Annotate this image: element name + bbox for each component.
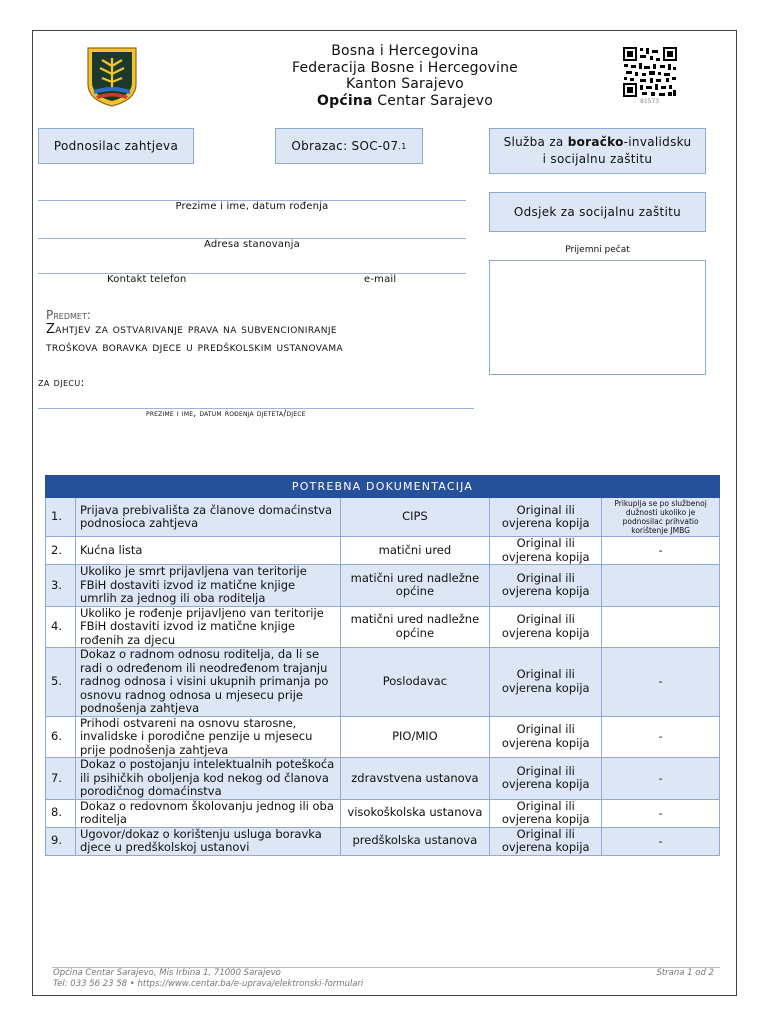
subject-text [46,321,486,357]
row-note: - [602,758,720,800]
row-form: Original ili ovjerena kopija [490,827,602,855]
row-source: PIO/MIO [340,716,490,758]
table-row [46,716,720,758]
row-note [602,606,720,648]
row-form: Original ili ovjerena kopija [490,799,602,827]
row-description: Dokaz o postojanju intelektualnih poteškoća ili psihičkih oboljenja kod nekog od članova porodičnog domaćinstva [75,758,340,800]
service-text-bold: boračko [567,135,624,149]
header-title-block [240,43,570,109]
table-row [46,799,720,827]
coat-of-arms-icon [86,46,138,108]
form-code-suffix: .1 [398,141,407,151]
row-form: Original ili ovjerena kopija [490,537,602,565]
row-note: - [602,648,720,717]
row-form: Original ili ovjerena kopija [490,758,602,800]
row-source: CIPS [340,498,490,537]
footer-address [53,968,363,990]
footer-address-line: Općina Centar Sarajevo, Mis Irbina 1, 71000 Sarajevo [53,968,281,978]
row-form: Original ili ovjerena kopija [490,716,602,758]
row-description: Dokaz o redovnom školovanju jednog ili oba roditelja [75,799,340,827]
header-country: Bosna i Hercegovina [331,43,479,59]
qr-code-number: 81573 [640,98,660,105]
row-form: Original ili ovjerena kopija [490,565,602,607]
header-federation: Federacija Bosne i Hercegovine [292,59,518,76]
service-text-a: Služba za [503,135,568,149]
header-municipality-rest: Centar Sarajevo [372,92,493,109]
stamp-label: Prijemni pečat [565,245,630,255]
department-box: Odsjek za socijalnu zaštitu [489,192,706,232]
row-note [602,565,720,607]
row-number: 3. [46,565,76,607]
row-note: Prikuplja se po službenoj dužnosti ukoliko je podnosilac prihvatio korištenje JMBG [602,498,720,537]
email-label: e-mail [364,274,397,285]
children-caption: prezime i ime, datum rođenja djeteta/djece [146,409,306,419]
phone-label: Kontakt telefon [107,274,187,285]
service-box [489,128,706,174]
row-number: 7. [46,758,76,800]
address-label: Adresa stanovanja [204,239,300,250]
table-row [46,565,720,607]
children-label: za djecu: [38,376,85,389]
row-source: matični ured nadležne općine [340,565,490,607]
footer-contact-line[interactable]: Tel: 033 56 23 58 • https://www.centar.ba/e-uprava/elektronski-formulari [53,979,364,989]
subject-line1: Zahtjev za ostvarivanje prava na subvencioniranje [46,322,337,337]
row-note: - [602,799,720,827]
subject-label: Predmet: [46,308,91,322]
row-source: visokoškolska ustanova [340,799,490,827]
table-row [46,758,720,800]
form-code: Obrazac: SOC-07 [291,139,399,153]
row-number: 5. [46,648,76,717]
row-number: 4. [46,606,76,648]
table-row [46,606,720,648]
table-row [46,648,720,717]
subject-line2: troškova boravka djece u predškolskim ustanovama [46,340,344,355]
row-source: matični ured nadležne općine [340,606,490,648]
row-description: Ugovor/dokaz o korištenju usluga boravka djece u predškolskoj ustanovi [75,827,340,855]
form-code-box [275,128,423,164]
applicant-box: Podnosilac zahtjeva [38,128,194,164]
row-description: Kućna lista [75,537,340,565]
row-source: Poslodavac [340,648,490,717]
row-form: Original ili ovjerena kopija [490,648,602,717]
row-source: matični ured [340,537,490,565]
row-number: 6. [46,716,76,758]
row-note: - [602,716,720,758]
table-row [46,537,720,565]
documentation-table [45,475,720,856]
header-municipality [240,93,570,110]
row-form: Original ili ovjerena kopija [490,498,602,537]
row-description: Prihodi ostvareni na osnovu starosne, invalidske i porodične penzije u mjesecu prije podnošenja zahtjeva [75,716,340,758]
stamp-box [489,260,706,375]
header-municipality-bold: Općina [317,92,373,109]
service-text-b: -invalidsku [623,135,692,149]
row-source: predškolska ustanova [340,827,490,855]
row-description: Prijava prebivališta za članove domaćinstva podnosioca zahtjeva [75,498,340,537]
header-canton: Kanton Sarajevo [346,76,464,92]
service-line1 [504,134,692,151]
service-line2: i socijalnu zaštitu [542,152,653,166]
row-note: - [602,537,720,565]
row-source: zdravstvena ustanova [340,758,490,800]
documentation-table-header: POTREBNA DOKUMENTACIJA [46,476,720,498]
row-number: 9. [46,827,76,855]
row-note: - [602,827,720,855]
table-row [46,498,720,537]
row-number: 2. [46,537,76,565]
row-description: Ukoliko je rođenje prijavljeno van teritorije FBiH dostaviti izvod iz matične knjige rođenih za djecu [75,606,340,648]
row-description: Ukoliko je smrt prijavljena van teritorije FBiH dostaviti izvod iz matične knjige umrlih za jednog ili oba roditelja [75,565,340,607]
row-number: 8. [46,799,76,827]
qr-code-icon [622,46,678,98]
table-row [46,827,720,855]
row-form: Original ili ovjerena kopija [490,606,602,648]
row-number: 1. [46,498,76,537]
name-dob-label: Prezime i ime, datum rođenja [175,201,329,212]
row-description: Dokaz o radnom odnosu roditelja, da li se radi o određenom ili neodređenom trajanju radnog odnosa i visini ukupnih primanja po osnovu radnog odnosa u mjesecu prije podnošenja zahtjeva [75,648,340,717]
footer-page-number: Strana 1 od 2 [656,968,714,978]
contact-line[interactable] [38,273,466,274]
